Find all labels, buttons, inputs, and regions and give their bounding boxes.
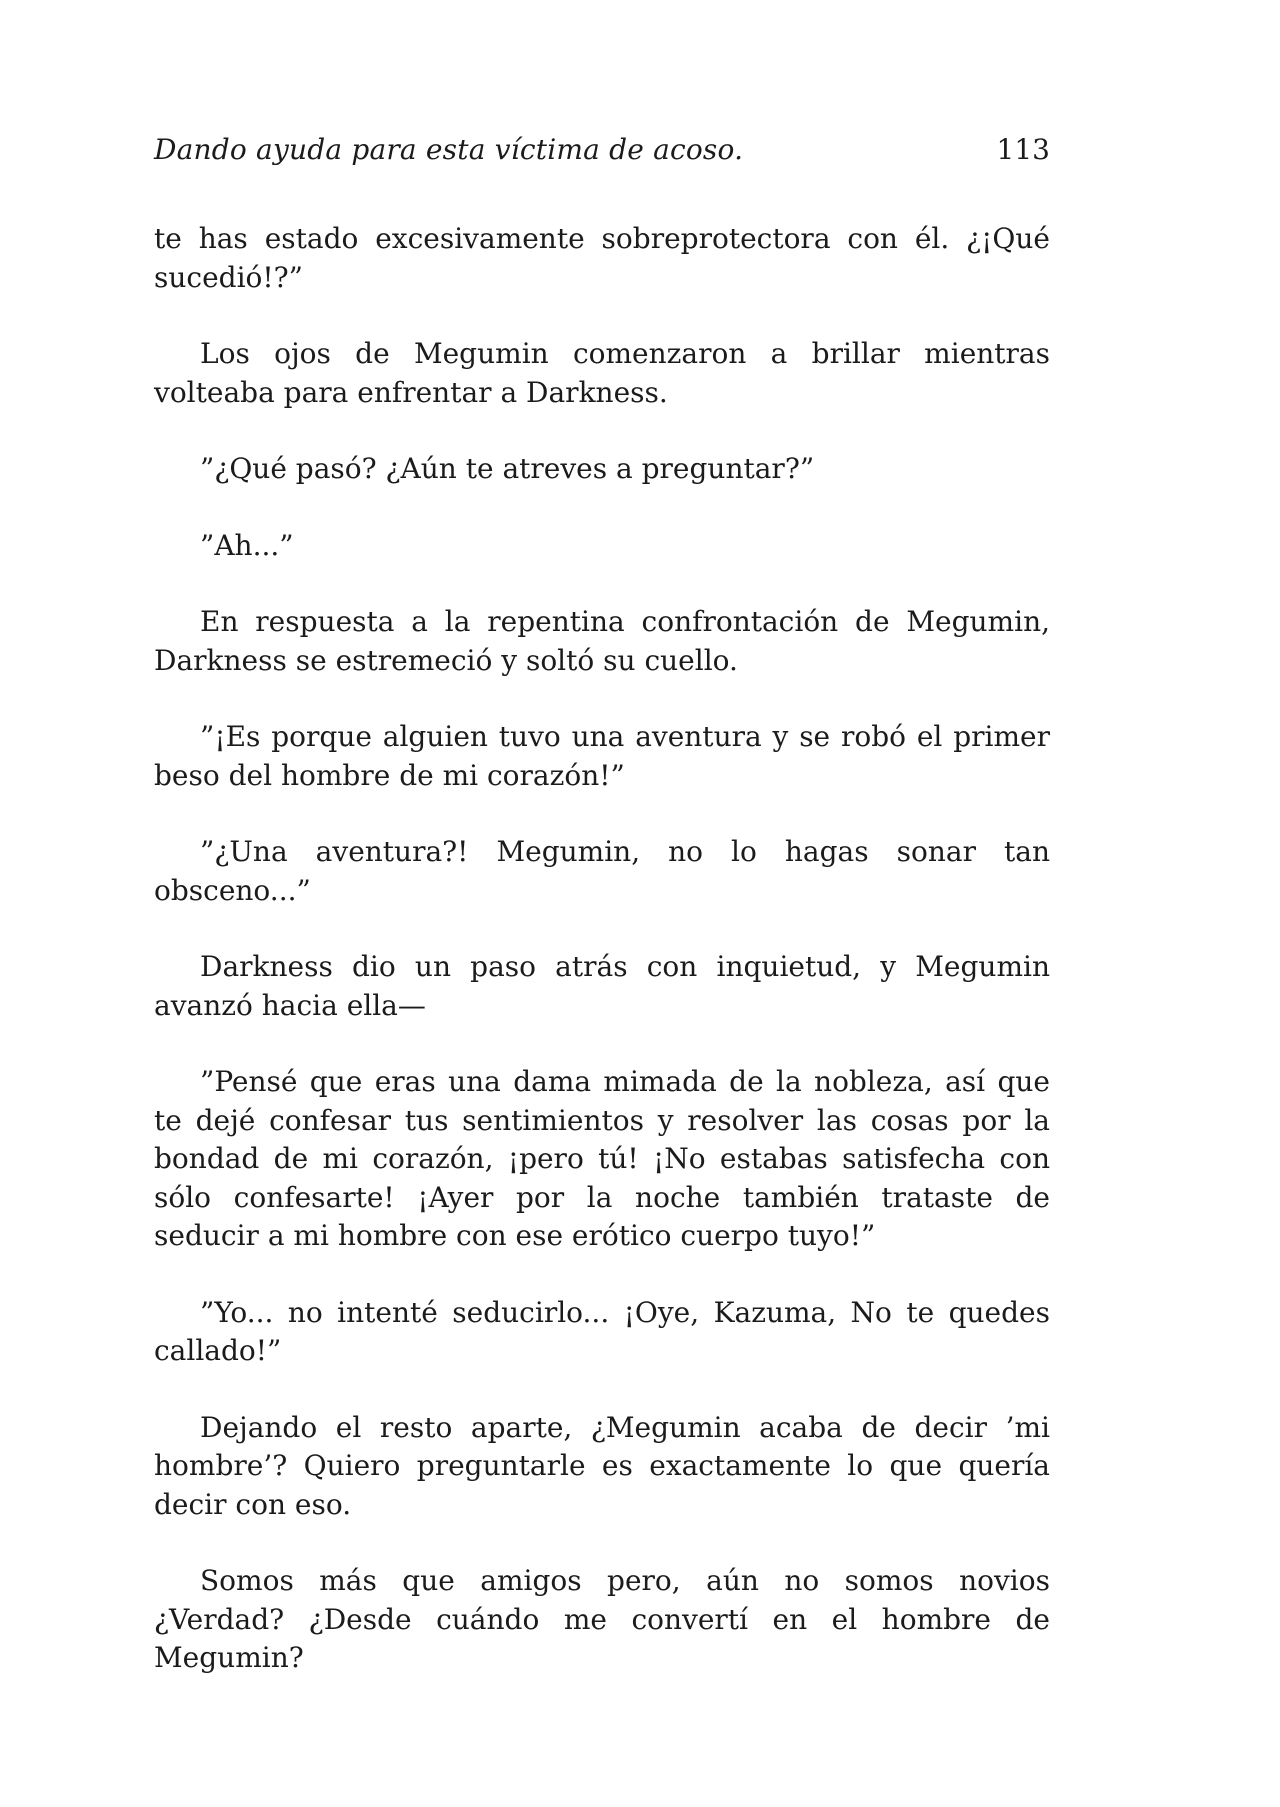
paragraph: ”Pensé que eras una dama mimada de la nobleza, así que te dejé confesar tus sentimientos y resolver las cosas por la bondad de mi corazón, ¡pero tú! ¡No estabas satisfecha con sólo confesarte! ¡Ayer por la noche también trataste de seducir a mi hombre con ese erótico cuerpo tuyo!”: [154, 1065, 1050, 1252]
running-title: Dando ayuda para esta víctima de acoso.: [154, 133, 744, 166]
paragraph: Dejando el resto aparte, ¿Megumin acaba de decir ’mi hombre’? Quiero preguntarle es exactamente lo que quería decir con eso.: [154, 1410, 1050, 1521]
page-number: 113: [996, 133, 1050, 166]
paragraph: Somos más que amigos pero, aún no somos novios ¿Verdad? ¿Desde cuándo me convertí en el hombre de Megumin?: [154, 1564, 1050, 1674]
running-header: [154, 130, 1050, 170]
paragraph: En respuesta a la repentina confrontación de Megumin, Darkness se estremeció y soltó su cuello.: [154, 605, 1050, 677]
paragraph: Los ojos de Megumin comenzaron a brillar mientras volteaba para enfrentar a Darkness.: [154, 337, 1050, 409]
book-page: [154, 0, 1050, 1807]
paragraph: ”¿Una aventura?! Megumin, no lo hagas sonar tan obsceno...”: [154, 835, 1050, 907]
paragraph: ”¡Es porque alguien tuvo una aventura y se robó el primer beso del hombre de mi corazón!”: [154, 720, 1050, 792]
paragraph: te has estado excesivamente sobreprotectora con él. ¿¡Qué sucedió!?”: [154, 222, 1050, 294]
paragraph: ”¿Qué pasó? ¿Aún te atreves a preguntar?”: [200, 452, 815, 485]
paragraph: ”Ah...”: [200, 528, 294, 562]
body-text: [154, 220, 1050, 1716]
paragraph: ”Yo... no intenté seducirlo... ¡Oye, Kazuma, No te quedes callado!”: [154, 1295, 1050, 1367]
paragraph: Darkness dio un paso atrás con inquietud, y Megumin avanzó hacia ella—: [154, 950, 1050, 1022]
